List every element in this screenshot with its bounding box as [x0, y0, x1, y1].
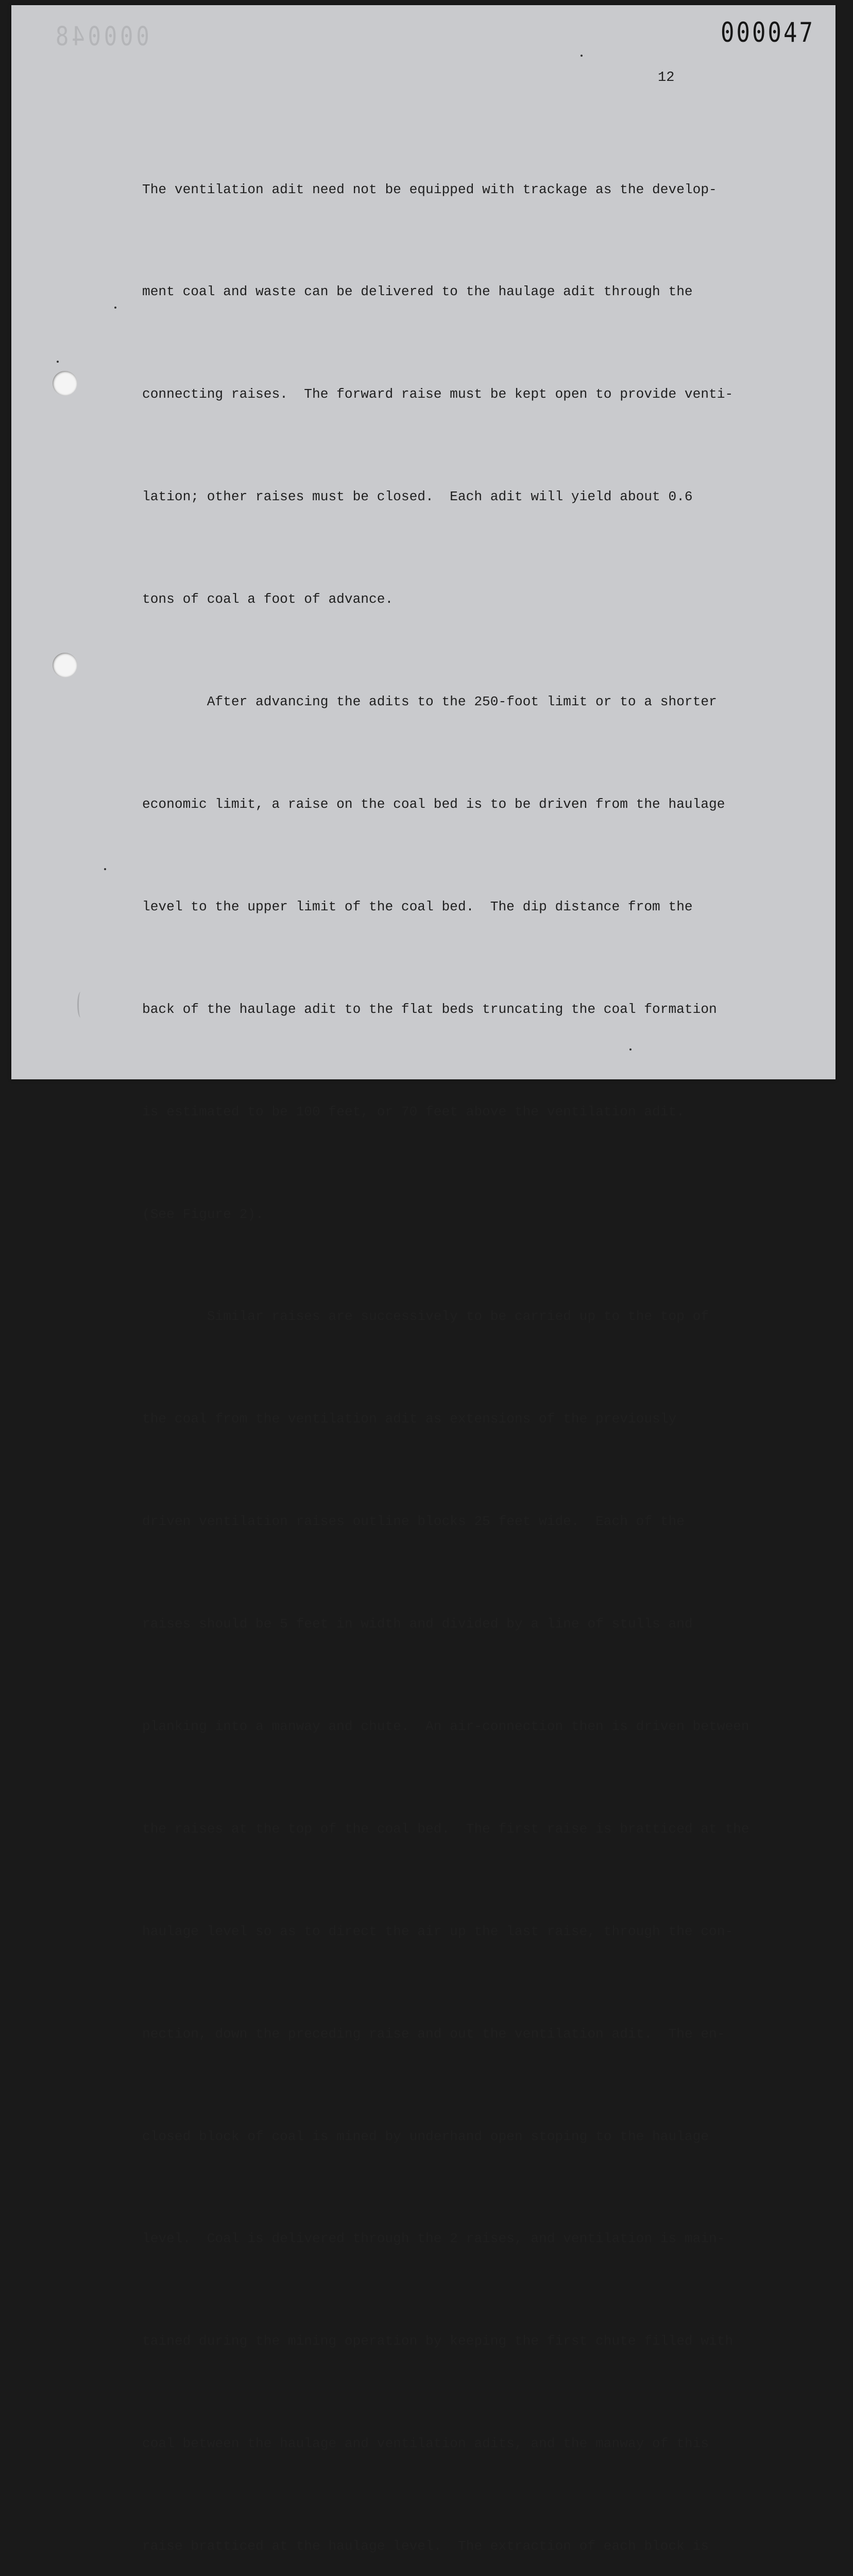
- text-line: connecting raises. The forward raise must be kept open to provide venti-: [142, 386, 733, 402]
- document-page: [11, 5, 835, 2554]
- ink-speck: [114, 307, 116, 309]
- text-line: tons of coal a foot of advance.: [142, 591, 394, 607]
- text-line: the raises at the top of the coal bed. The first raise is bratticed at the: [142, 1821, 749, 1837]
- text-line: Similar raises are successively to be carried up to the top of: [142, 1309, 709, 1325]
- text-line: is estimated to be 100 feet, or 70 feet above the ventilation adit.: [142, 1104, 685, 1120]
- ink-speck: [581, 55, 583, 57]
- text-line: tained during the mining operation by keeping the first chute filled with: [142, 2333, 733, 2349]
- text-line: coal between the haulage and ventilation adits, and the manway of this: [142, 2436, 709, 2452]
- text-line: The ventilation adit need not be equipped with trackage as the develop-: [142, 181, 717, 197]
- text-line: closed block of coal is mined by underhand open stoping to the haulage: [142, 2128, 709, 2144]
- text-line: lation; other raises must be closed. Each adit will yield about 0.6: [142, 489, 693, 505]
- text-line: raises should be 5 feet in width and divided by a line of stulls and: [142, 1616, 693, 1632]
- punch-hole-top: [53, 371, 77, 396]
- margin-mark: [77, 992, 84, 1018]
- text-line: planking into a manway and chute. An air-connection then is driven between: [142, 1718, 749, 1734]
- text-line: level to the upper limit of the coal bed. The dip distance from the: [142, 899, 693, 914]
- body-text: [142, 104, 827, 2576]
- page-number: 12: [658, 70, 675, 86]
- doc-id-bleedthrough: 000048: [53, 21, 149, 52]
- text-line: driven ventilation raises outline blocks 25 feet wide. Each of the: [142, 1514, 685, 1530]
- text-line: nection, down the preceding raise and out the ventilation adit. The en-: [142, 2026, 725, 2042]
- text-line: raise bratticed at the haulage level. The extraction of each block is: [142, 2538, 709, 2554]
- doc-id-stamp: 000047: [721, 16, 815, 49]
- text-line: back of the haulage adit to the flat beds truncating the coal formation: [142, 1001, 717, 1017]
- text-line: ment coal and waste can be delivered to the haulage adit through the: [142, 284, 693, 300]
- punch-hole-bottom: [53, 653, 77, 677]
- text-line: haulage level so as to direct the air up the last raise, through the con-: [142, 1923, 733, 1939]
- text-line: (See Figure 2).: [142, 1206, 264, 1222]
- text-line: economic limit, a raise on the coal bed is to be driven from the haulage: [142, 796, 725, 812]
- ink-speck: [104, 868, 106, 870]
- text-line: level. Coal is delivered through the 2 raises, and ventilation is main-: [142, 2231, 725, 2247]
- text-line: After advancing the adits to the 250-foot limit or to a shorter: [142, 694, 717, 710]
- text-line: the coal from the ventilation adit as extensions of the previously: [142, 1411, 677, 1427]
- ink-speck: [57, 361, 59, 363]
